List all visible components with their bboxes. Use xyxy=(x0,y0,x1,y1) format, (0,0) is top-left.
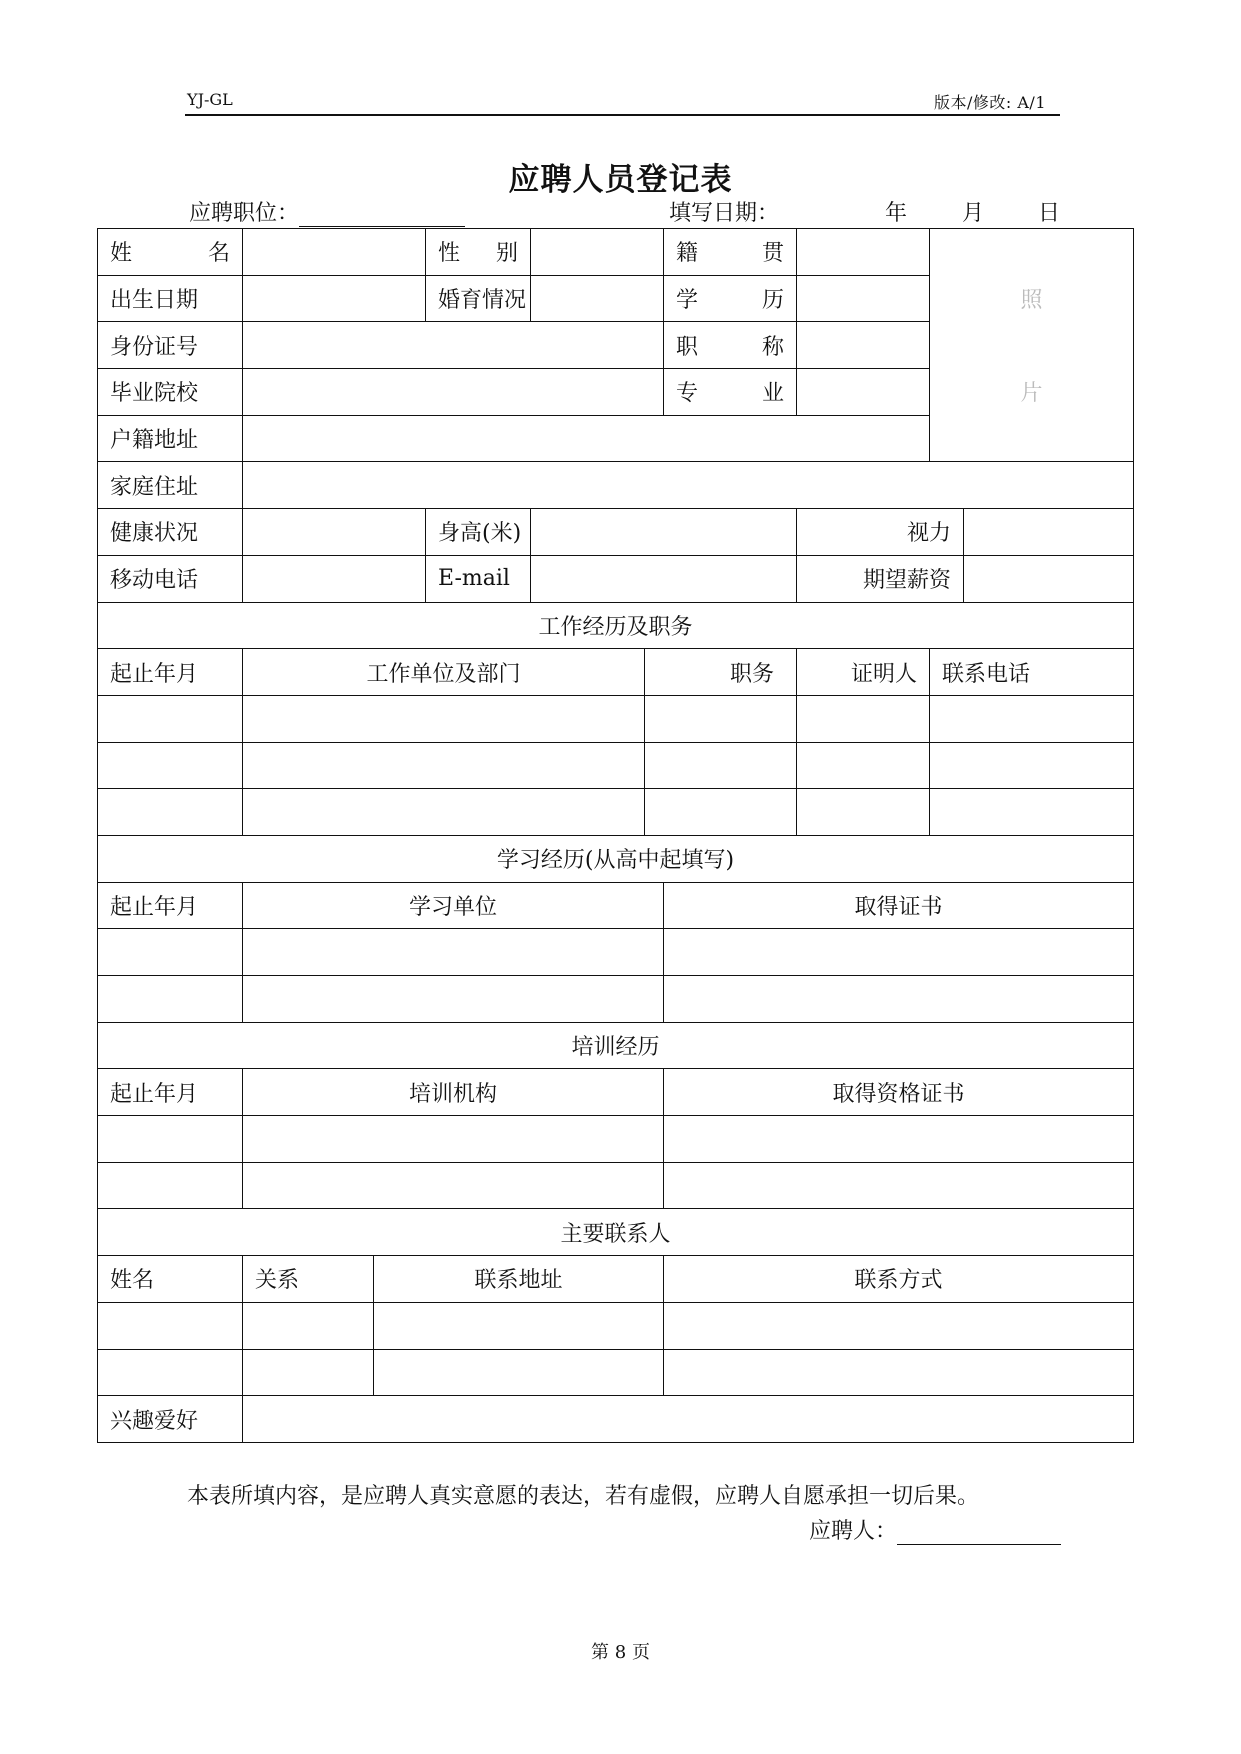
work-cell[interactable] xyxy=(930,742,1134,789)
study-cell[interactable] xyxy=(98,976,243,1023)
work-cell[interactable] xyxy=(243,742,645,789)
education-input[interactable] xyxy=(797,275,930,322)
gender-input[interactable] xyxy=(531,229,664,276)
height-input[interactable] xyxy=(531,509,797,556)
document-code: YJ-GL xyxy=(187,90,233,109)
study-heading: 学习经历(从高中起填写) xyxy=(98,835,1134,882)
home-address-label: 家庭住址 xyxy=(98,462,243,509)
contacts-col-relation: 关系 xyxy=(243,1256,374,1303)
id-number-label: 身份证号 xyxy=(98,322,243,369)
work-cell[interactable] xyxy=(98,695,243,742)
training-cell[interactable] xyxy=(243,1162,664,1209)
study-col-certificate: 取得证书 xyxy=(664,882,1134,929)
training-cell[interactable] xyxy=(98,1116,243,1163)
work-col-reference: 证明人 xyxy=(797,649,930,696)
contacts-heading-row xyxy=(98,1209,1134,1256)
work-cell[interactable] xyxy=(645,695,797,742)
school-input[interactable] xyxy=(243,369,664,416)
household-address-label: 户籍地址 xyxy=(98,415,243,462)
photo-label-bottom: 片 xyxy=(1020,381,1043,407)
position-blank[interactable] xyxy=(299,202,465,227)
contacts-cell[interactable] xyxy=(243,1349,374,1396)
contacts-cell[interactable] xyxy=(374,1349,664,1396)
contacts-cell[interactable] xyxy=(664,1302,1134,1349)
native-place-label: 籍 贯 xyxy=(664,229,797,276)
signature-label: 应聘人： xyxy=(808,1519,897,1544)
hobbies-label: 兴趣爱好 xyxy=(98,1396,243,1443)
work-header-row xyxy=(98,649,1134,696)
health-input[interactable] xyxy=(243,509,426,556)
home-address-input[interactable] xyxy=(243,462,1134,509)
basic-row-6 xyxy=(98,462,1134,509)
study-cell[interactable] xyxy=(243,929,664,976)
work-cell[interactable] xyxy=(243,695,645,742)
name-label: 姓 名 xyxy=(98,229,243,276)
photo-label-top: 照 xyxy=(1020,288,1043,314)
contacts-cell[interactable] xyxy=(374,1302,664,1349)
work-col-employer: 工作单位及部门 xyxy=(243,649,645,696)
training-row xyxy=(98,1162,1134,1209)
page-number: 第 8 页 xyxy=(591,1642,650,1663)
header-rule xyxy=(185,114,1060,116)
work-cell[interactable] xyxy=(98,789,243,836)
contacts-row xyxy=(98,1349,1134,1396)
contacts-col-address: 联系地址 xyxy=(374,1256,664,1303)
work-cell[interactable] xyxy=(797,742,930,789)
study-header-row xyxy=(98,882,1134,929)
study-cell[interactable] xyxy=(664,976,1134,1023)
work-col-period: 起止年月 xyxy=(98,649,243,696)
date-day: 日 xyxy=(1038,201,1061,226)
training-heading-row xyxy=(98,1022,1134,1069)
name-input[interactable] xyxy=(243,229,426,276)
work-cell[interactable] xyxy=(645,742,797,789)
education-label: 学 历 xyxy=(664,275,797,322)
gender-label: 性 别 xyxy=(426,229,531,276)
hobbies-row xyxy=(98,1396,1134,1443)
basic-row-1 xyxy=(98,229,1134,276)
marital-input[interactable] xyxy=(531,275,664,322)
training-col-qualification: 取得资格证书 xyxy=(664,1069,1134,1116)
basic-row-8 xyxy=(98,555,1134,602)
position-label: 应聘职位： xyxy=(189,201,300,226)
photo-box[interactable] xyxy=(930,229,1134,462)
vision-label: 视力 xyxy=(797,509,964,556)
date-year: 年 xyxy=(885,201,908,226)
form-title: 应聘人员登记表 xyxy=(508,162,733,198)
position-field xyxy=(189,196,465,227)
training-col-institution: 培训机构 xyxy=(243,1069,664,1116)
study-col-school: 学习单位 xyxy=(243,882,664,929)
signature-blank[interactable] xyxy=(897,1520,1061,1545)
training-heading: 培训经历 xyxy=(98,1022,1134,1069)
contacts-heading: 主要联系人 xyxy=(98,1209,1134,1256)
email-input[interactable] xyxy=(531,555,797,602)
version-label: 版本/修改: A/1 xyxy=(934,93,1046,112)
school-label: 毕业院校 xyxy=(98,369,243,416)
work-cell[interactable] xyxy=(930,789,1134,836)
date-label: 填写日期： xyxy=(669,201,780,226)
training-row xyxy=(98,1116,1134,1163)
marital-label: 婚育情况 xyxy=(426,275,531,322)
work-cell[interactable] xyxy=(645,789,797,836)
training-cell[interactable] xyxy=(664,1162,1134,1209)
registration-form xyxy=(97,228,1134,1443)
id-number-input[interactable] xyxy=(243,322,664,369)
signature-field xyxy=(809,1514,1061,1545)
major-label: 专 业 xyxy=(664,369,797,416)
study-row xyxy=(98,929,1134,976)
title-rank-input[interactable] xyxy=(797,322,930,369)
work-cell[interactable] xyxy=(797,695,930,742)
mobile-label: 移动电话 xyxy=(98,555,243,602)
basic-row-7 xyxy=(98,509,1134,556)
household-address-input[interactable] xyxy=(243,415,930,462)
date-month: 月 xyxy=(962,201,985,226)
birth-date-input[interactable] xyxy=(243,275,426,322)
declaration-text: 本表所填内容，是应聘人真实意愿的表达，若有虚假，应聘人自愿承担一切后果。 xyxy=(187,1484,980,1509)
work-col-position: 职务 xyxy=(645,649,797,696)
work-heading: 工作经历及职务 xyxy=(98,602,1134,649)
expected-salary-label: 期望薪资 xyxy=(797,555,964,602)
training-cell[interactable] xyxy=(98,1162,243,1209)
major-input[interactable] xyxy=(797,369,930,416)
health-label: 健康状况 xyxy=(98,509,243,556)
study-cell[interactable] xyxy=(98,929,243,976)
training-header-row xyxy=(98,1069,1134,1116)
birth-date-label: 出生日期 xyxy=(98,275,243,322)
study-cell[interactable] xyxy=(664,929,1134,976)
title-rank-label: 职 称 xyxy=(664,322,797,369)
contacts-cell[interactable] xyxy=(98,1349,243,1396)
work-cell[interactable] xyxy=(930,695,1134,742)
work-cell[interactable] xyxy=(98,742,243,789)
study-cell[interactable] xyxy=(243,976,664,1023)
work-heading-row xyxy=(98,602,1134,649)
work-cell[interactable] xyxy=(797,789,930,836)
contacts-col-method: 联系方式 xyxy=(664,1256,1134,1303)
study-heading-row xyxy=(98,835,1134,882)
study-col-period: 起止年月 xyxy=(98,882,243,929)
work-cell[interactable] xyxy=(243,789,645,836)
work-col-phone: 联系电话 xyxy=(930,649,1134,696)
training-col-period: 起止年月 xyxy=(98,1069,243,1116)
email-label: E-mail xyxy=(426,555,531,602)
work-row xyxy=(98,742,1134,789)
contacts-row xyxy=(98,1302,1134,1349)
contacts-cell[interactable] xyxy=(243,1302,374,1349)
contacts-cell[interactable] xyxy=(664,1349,1134,1396)
work-row xyxy=(98,789,1134,836)
native-place-input[interactable] xyxy=(797,229,930,276)
mobile-input[interactable] xyxy=(243,555,426,602)
training-cell[interactable] xyxy=(243,1116,664,1163)
expected-salary-input[interactable] xyxy=(964,555,1134,602)
work-row xyxy=(98,695,1134,742)
vision-input[interactable] xyxy=(964,509,1134,556)
training-cell[interactable] xyxy=(664,1116,1134,1163)
contacts-cell[interactable] xyxy=(98,1302,243,1349)
contacts-header-row xyxy=(98,1256,1134,1303)
height-label: 身高(米) xyxy=(426,509,531,556)
study-row xyxy=(98,976,1134,1023)
hobbies-input[interactable] xyxy=(243,1396,1134,1443)
contacts-col-name: 姓名 xyxy=(98,1256,243,1303)
